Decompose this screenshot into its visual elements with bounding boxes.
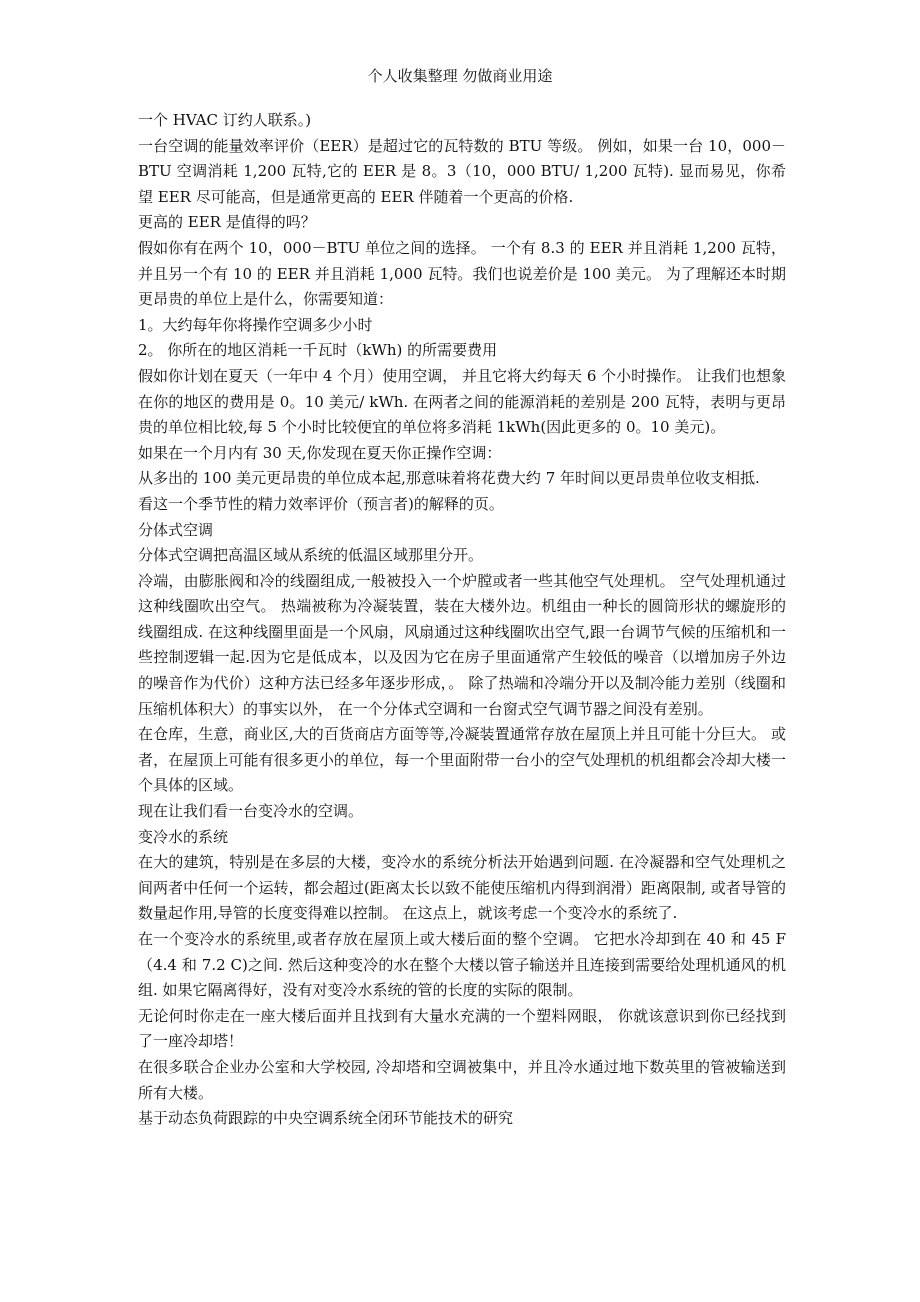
section-heading: 基于动态负荷跟踪的中央空调系统全闭环节能技术的研究 xyxy=(138,1109,514,1128)
paragraph: 无论何时你走在一座大楼后面并且找到有大量水充满的一个塑料网眼， 你就该意识到你已经找到了一座冷却塔！ xyxy=(138,1006,786,1051)
heading-line: 更高的 EER 是值得的吗？ xyxy=(138,213,316,232)
paragraph: 看这一个季节性的精力效率评价（预言者)的解释的页。 xyxy=(138,494,504,513)
list-item: 2。 你所在的地区消耗一千瓦时（kWh) 的所需要费用 xyxy=(138,341,498,360)
paragraph: 如果在一个月内有 30 天,你发现在夏天你正操作空调： xyxy=(138,443,502,462)
paragraph: 从多出的 100 美元更昂贵的单位成本起,那意味着将花费大约 7 年时间以更昂贵单位收支相抵. xyxy=(138,469,760,488)
paragraph: 在大的建筑，特别是在多层的大楼，变冷水的系统分析法开始遇到问题. 在冷凝器和空气处理机之间两者中任何一个运转，都会超过(距离太长以致不能使压缩机内得到润滑）距离限制, 或者导管的数量起作用,导管的长度变得难以控制。 在这点上，就该考虑一个变冷水的系统了. xyxy=(138,853,786,923)
paragraph: 在很多联合企业办公室和大学校园, 冷却塔和空调被集中，并且冷水通过地下数英里的管被输送到所有大楼。 xyxy=(138,1057,786,1102)
list-item: 1。大约每年你将操作空调多少小时 xyxy=(138,315,373,334)
paragraph: 分体式空调把高温区域从系统的低温区域那里分开。 xyxy=(138,546,484,565)
paragraph: 冷端，由膨胀阀和冷的线圈组成,一般被投入一个炉膛或者一些其他空气处理机。 空气处理机通过这种线圈吹出空气。 热端被称为冷凝装置，装在大楼外边。机组由一种长的圆筒形状的螺旋形的线圈组成. 在这种线圈里面是一个风扇，风扇通过这种线圈吹出空气,跟一台调节气候的压缩机和一些控制逻辑一起.因为它是低成本，以及因为它在房子里面通常产生较低的噪音（以增加房子外边的噪音作为代价）这种方法已经多年逐步形成，。 除了热端和冷端分开以及制冷能力差别（线圈和压缩机体积大）的事实以外， 在一个分体式空调和一台窗式空气调节器之间没有差别。 xyxy=(138,571,786,718)
paragraph: 一台空调的能量效率评价（EER）是超过它的瓦特数的 BTU 等级。 例如，如果一台 10，000－BTU 空调消耗 1,200 瓦特,它的 EER 是 8。3（10，000 BTU/ 1,200 瓦特). 显而易见，你希望 EER 尽可能高，但是通常更高的 EER 伴随着一个更高的价格. xyxy=(138,136,786,206)
paragraph: 现在让我们看一台变冷水的空调。 xyxy=(138,802,364,821)
paragraph: 假如你有在两个 10，000－BTU 单位之间的选择。 一个有 8.3 的 EER 并且消耗 1,200 瓦特，并且另一个有 10 的 EER 并且消耗 1,000 瓦特。我们也说差价是 100 美元。 为了理解还本时期更昂贵的单位上是什么，你需要知道： xyxy=(138,238,786,309)
paragraph: 一个 HVAC 订约人联系。) xyxy=(138,111,312,129)
section-heading: 分体式空调 xyxy=(138,520,214,539)
paragraph: 假如你计划在夏天（一年中 4 个月）使用空调， 并且它将大约每天 6 个小时操作。 让我们也想象在你的地区的费用是 0。10 美元/ kWh. 在两者之间的能源消耗的差别是 200 瓦特，表明与更昂贵的单位相比较,每 5 个小时比较便宜的单位将多消耗 1kWh(因此更多的 0。10 美元)。 xyxy=(138,366,786,437)
paragraph: 在一个变冷水的系统里,或者存放在屋顶上或大楼后面的整个空调。 它把水冷却到在 40 和 45 F（4.4 和 7.2 C)之间. 然后这种变冷的水在整个大楼以管子输送并且连接到需要给处理机通风的机组. 如果它隔离得好，没有对变冷水系统的管的长度的实际的限制。 xyxy=(138,930,786,1000)
section-heading: 变冷水的系统 xyxy=(138,827,229,846)
page-header: 个人收集整理 勿做商业用途 xyxy=(367,67,553,85)
paragraph: 在仓库，生意，商业区,大的百货商店方面等等,冷凝装置通常存放在屋顶上并且可能十分巨大。 或者，在屋顶上可能有很多更小的单位，每一个里面附带一台小的空气处理机的机组都会冷却大楼一个具体的区域。 xyxy=(138,725,786,795)
document-body xyxy=(138,108,786,1132)
